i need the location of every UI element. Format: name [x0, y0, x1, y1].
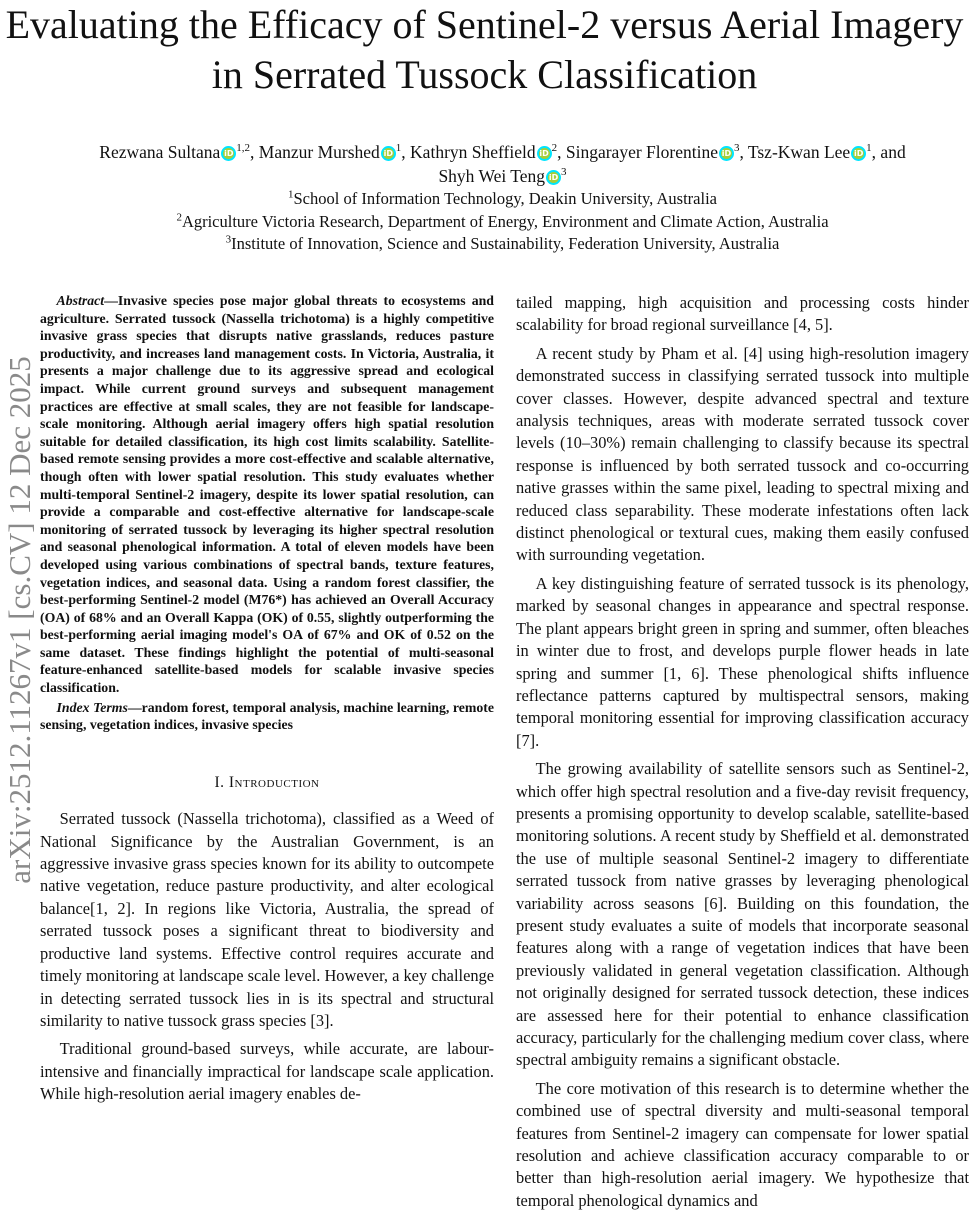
abstract-text: —Invasive species pose major global threats to ecosystems and agriculture. Serrated tussock (Nassella trichotoma) is a highly competitive invasive grass species that disrupts native grasslands, reduces pasture productivity, and increases land management costs. In Victoria, Australia, it presents a major challenge due to its aggressive spread and ecological impact. While current ground surveys and subsequent management practices are effective at small scales, they are not feasible for landscape-scale monitoring. Although aerial imagery offers high spatial resolution suitable for detailed classification, its high cost limits scalability. Satellite-based remote sensing provides a more cost-effective and scalable alternative, though often with lower spatial resolution. This study evaluates whether multi-temporal Sentinel-2 imagery, despite its lower spatial resolution, can provide a comparable and cost-effective alternative for landscape-scale monitoring of serrated tussock by leveraging its higher spectral resolution and seasonal phenological information. A total of eleven models have been developed using various combinations of spectral bands, texture features, vegetation indices, and seasonal data. Using a random forest classifier, the best-performing Sentinel-2 model (M76*) has achieved an Overall Accuracy (OA) of 68% and an Overall Kappa (OK) of 0.55, slightly outperforming the best-performing aerial imaging model's OA of 67% and OK of 0.52 on the same dataset. These findings highlight the potential of multi-seasonal feature-enhanced satellite-based models for scalable invasive species classification.	[40, 293, 494, 696]
orcid-icon[interactable]: iD	[221, 146, 236, 161]
index-terms-label: Index Terms	[56, 699, 128, 715]
author-name: Kathryn Sheffield	[410, 142, 536, 162]
author-affil-sup: 1,2	[236, 142, 251, 155]
author-and: , and	[871, 142, 906, 162]
abstract	[40, 292, 494, 697]
paragraph: Traditional ground-based surveys, while accurate, are labour-intensive and financially impractical for landscape scale application. While high-resolution aerial imagery enables de-	[40, 1039, 494, 1104]
orcid-icon[interactable]: iD	[537, 146, 552, 161]
section-heading: I. Introduction	[214, 773, 320, 791]
right-column	[516, 292, 969, 1212]
author-name: Singarayer Florentine	[565, 142, 718, 162]
author-name: Manzur Murshed	[258, 142, 380, 162]
affiliation	[40, 233, 965, 256]
affiliation-num: 3	[225, 233, 232, 246]
orcid-icon[interactable]: iD	[851, 146, 866, 161]
orcid-icon[interactable]: iD	[546, 170, 561, 185]
affiliation-list	[40, 188, 965, 256]
paragraph: The growing availability of satellite sensors such as Sentinel-2, which offer high spectral resolution and a five-day revisit frequency, presents a promising opportunity to develop scalable, satellite-based monitoring solutions. A recent study by Sheffield et al. demonstrated the use of multiple seasonal Sentinel-2 imagery to differentiate serrated tussock from native grasses by leveraging phenological variability across seasons [6]. Building on this foundation, the present study evaluates a suite of models that incorporate seasonal features along with a range of vegetation indices that have been previously validated in general vegetation classification. Although not originally designed for serrated tussock detection, these indices are assessed here for their potential to enhance classification accuracy, particularly for the challenging medium cover class, where spectral ambiguity remains a significant obstacle.	[516, 759, 969, 1070]
paragraph: A key distinguishing feature of serrated tussock is its phenology, marked by seasonal changes in appearance and spectral response. The plant appears bright green in spring and summer, often bleaches in winter due to frost, and develops purple flower heads in late spring and summer [1, 6]. These phenological shifts influence reflectance patterns captured by multispectral sensors, making temporal monitoring essential for improving classification accuracy [7].	[516, 573, 969, 750]
abstract-label: Abstract	[56, 293, 105, 308]
author-affil-sup: 1	[866, 142, 872, 155]
index-terms-text: —random forest, temporal analysis, machine learning, remote sensing, vegetation indices, invasive species	[40, 699, 495, 733]
paragraph: The core motivation of this research is to determine whether the combined use of spectral diversity and multi-seasonal temporal features from Sentinel-2 imagery can compensate for lower spatial resolution and achieve classification accuracy comparable to or better than high-resolution aerial imagery. We hypothesize that temporal phenological dynamics and	[516, 1078, 969, 1210]
author-list: Rezwana Sultana iD $^{1,2}$, Manzur Murshed iD $^1$, Kathryn Sheffield iD $^2$, Singarayer Florentine iD $^3$, Tsz-Kwan Lee iD $^1$, and Shyh Wei Teng iD $^3$	[99, 142, 906, 186]
index-terms	[40, 699, 494, 734]
affiliation-text: School of Information Technology, Deakin University, Australia	[293, 189, 717, 208]
affiliation-text: Agriculture Victoria Research, Department of Energy, Environment and Climate Action, Australia	[181, 211, 829, 231]
author-name: Rezwana Sultana	[99, 142, 221, 162]
author-name: Shyh Wei Teng	[438, 166, 546, 186]
orcid-icon[interactable]: iD	[719, 146, 734, 161]
affiliation-text: Institute of Innovation, Science and Sustainability, Federation University, Australia	[231, 234, 780, 253]
affiliation	[40, 188, 965, 211]
arxiv-sidebar-stamp: arXiv:2512.11267v1 [cs.CV] 12 Dec 2025	[2, 356, 37, 884]
left-column	[40, 292, 494, 1106]
orcid-icon[interactable]: iD	[381, 146, 396, 161]
affiliation-num: 1	[288, 188, 294, 201]
affiliation	[40, 211, 965, 234]
affiliation-num: 2	[176, 211, 182, 223]
paper-title: Evaluating the Efficacy of Sentinel-2 versus Aerial Imagery in Serrated Tussock Classification	[5, 2, 964, 97]
paragraph: A recent study by Pham et al. [4] using high-resolution imagery demonstrated success in classifying serrated tussock into multiple cover classes. However, despite advanced spectral and texture analysis techniques, areas with moderate serrated tussock cover levels (10–30%) remain challenging to classify because its spectral response is influenced by both serrated tussock and co-occurring native grasses within the same pixel, leading to spectral mixing and reduced class separability. These moderate infestations often lack distinct phenological or textural cues, making them easily confused with surrounding vegetation.	[516, 343, 969, 565]
author-affil-sup: 3	[561, 166, 567, 179]
author-affil-sup: 1	[395, 142, 402, 155]
author-name: Tsz-Kwan Lee	[747, 142, 851, 162]
paragraph: Serrated tussock (Nassella trichotoma), classified as a Weed of National Significance by the Australian Government, is an aggressive invasive grass species known for its ability to outcompete native vegetation, reduce pasture productivity, and alter ecological balance[1, 2]. In regions like Victoria, Australia, the spread of serrated tussock poses a significant threat to biodiversity and productive land systems. Effective control requires accurate and timely monitoring at landscape scale level. However, a key challenge in detecting serrated tussock lies in is its spectral and structural similarity to native tussock grass species [3].	[40, 809, 495, 1030]
author-affil-sup: 3	[733, 142, 740, 155]
paragraph: tailed mapping, high acquisition and processing costs hinder scalability for broad regional surveillance [4, 5].	[516, 293, 969, 335]
author-affil-sup: 2	[551, 142, 558, 155]
